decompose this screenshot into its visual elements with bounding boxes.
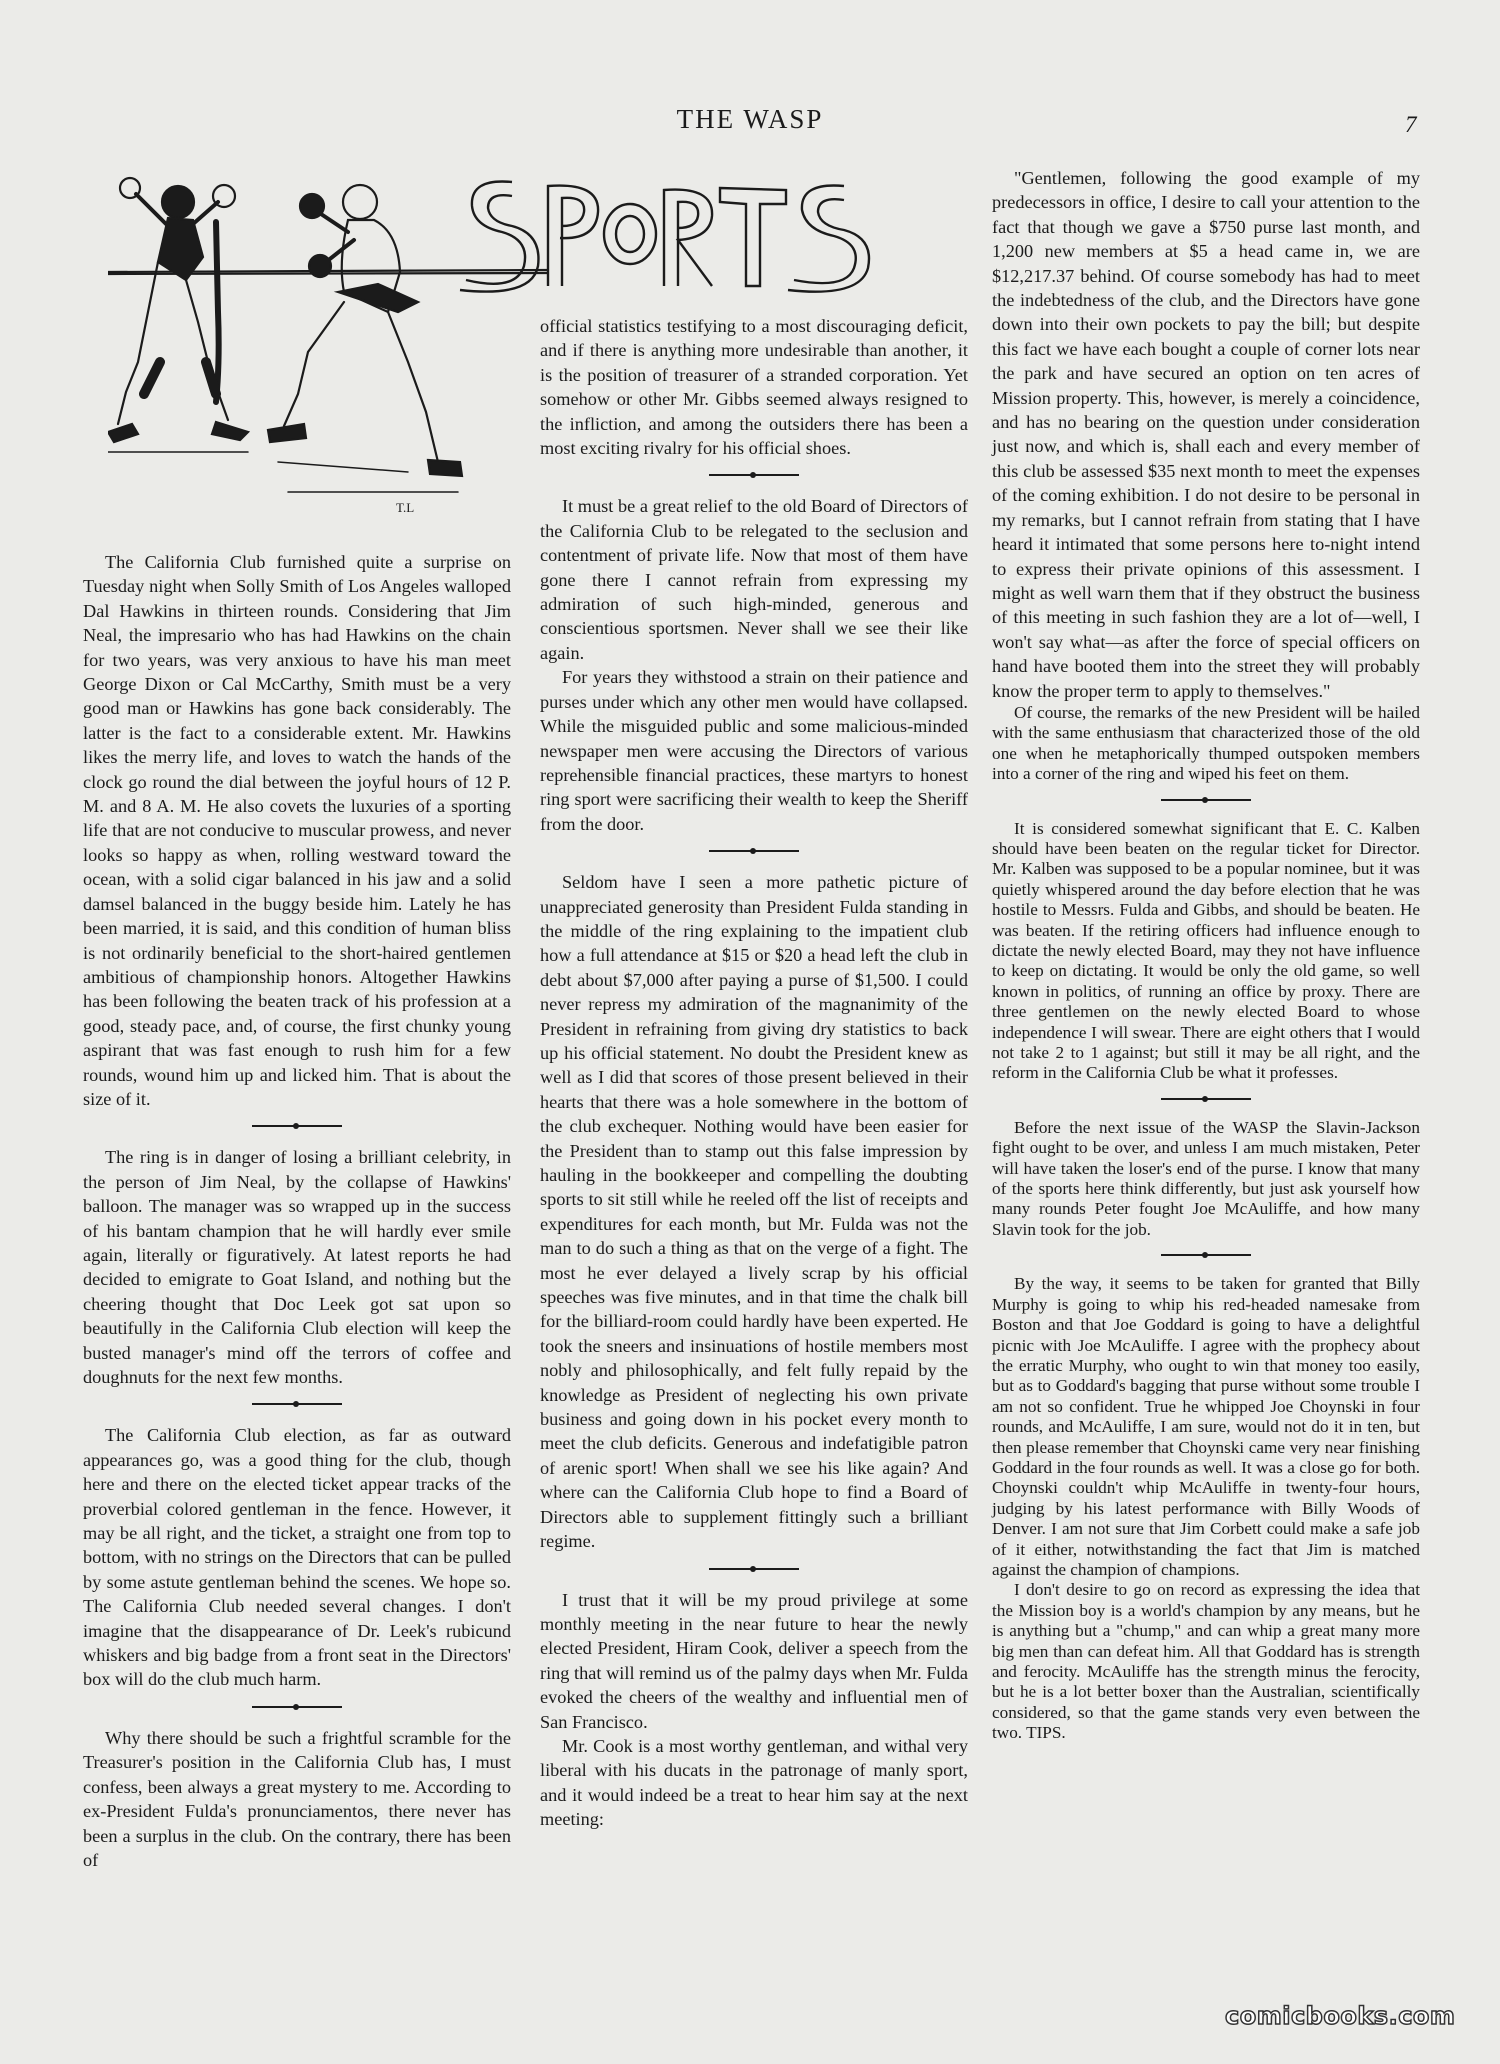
- column-1: [83, 550, 511, 1872]
- paragraph: official statistics testifying to a most discouraging deficit, and if there is anything more undesirable than another, it is the position of treasurer of a stranded corporation. Yet somehow or other Mr. Gibbs seemed always resigned to the infliction, and among the outsiders there has been a most exciting rivalry for his official shoes.: [540, 316, 968, 459]
- paragraph: I don't desire to go on record as expressing the idea that the Mission boy is a world's champion by any means, but he is anything but a "chump," and can whip a great many more big men than can defeat him. All that Goddard has is strength and ferocity. McAuliffe has the strength minus the ferocity, but he is a lot better boxer than the Australian, scientifically considered, so that the game stands very even between the two. TIPS.: [992, 1580, 1420, 1743]
- sports-title-lettering: [450, 168, 890, 298]
- column-2: [540, 314, 968, 1832]
- section-divider: [1161, 1254, 1251, 1256]
- section-divider: [709, 850, 799, 852]
- page-number: 7: [1405, 112, 1417, 137]
- paragraph: By the way, it seems to be taken for granted that Billy Murphy is going to whip his red-headed namesake from Boston and that Joe Goddard is going to have a delightful picnic with Joe McAuliffe. I agree with the prophecy about the erratic Murphy, who ought to win that money too easily, but as to Goddard's bagging that purse without some trouble I am not so confident. True he whipped Joe Choynski in four rounds, and McAuliffe, I am sure, would not do it in ten, but then please remember that Choynski came very near finishing Goddard in the four rounds as well. It was a close go for both. Choynski couldn't whip McAuliffe in twenty-four hours, judging by his latest performance with Billy Woods of Denver. I am not sure that Jim Corbett could make a safe job of it either, notwithstanding the fact that Jim is matched against the champion of champions.: [992, 1274, 1420, 1579]
- paragraph: The California Club furnished quite a surprise on Tuesday night when Solly Smith of Los Angeles walloped Dal Hawkins in thirteen rounds. Considering that Jim Neal, the impresario who has had Hawkins on the chain for two years, was very anxious to have his man meet George Dixon or Cal McCarthy, Smith must be a very good man or Hawkins has gone back considerably. The latter is the fact to a considerable extent. Mr. Hawkins likes the merry life, and loves to watch the hands of the clock go round the dial between the joyful hours of 12 P. M. and 8 A. M. He also covets the luxuries of a sporting life that are not conducive to muscular prowess, and never looks so happy as when, rolling westward toward the ocean, with a solid cigar balanced in his jaw and a solid damsel balanced in the buggy beside him. Lately he has been married, it is said, and this condition of human bliss is not ordinarily beneficial to the short-haired gentlemen ambitious of championship honors. Altogether Hawkins has been following the beaten track of his profession at a good, steady pace, and, of course, the first chunky young aspirant that was fast enough to rush him for a few rounds, wound him up and licked him. That is about the size of it.: [83, 552, 511, 1109]
- paragraph: Of course, the remarks of the new President will be hailed with the same enthusiasm that characterized those of the old one when he metaphorically thumped outspoken members into a corner of the ring and wiped his feet on them.: [992, 702, 1420, 784]
- paragraph: Mr. Cook is a most worthy gentleman, and withal very liberal with his ducats in the patronage of manly sport, and it would indeed be a treat to hear him say at the next meeting:: [540, 1735, 968, 1830]
- section-divider: [1161, 1098, 1251, 1100]
- paragraph: Before the next issue of the WASP the Slavin-Jackson fight ought to be over, and unless I am much mistaken, Peter will have taken the loser's end of the purse. I know that many of the sports here think differently, but just ask yourself how many rounds Peter fought Joe McAuliffe, and how many Slavin took for the job.: [992, 1117, 1420, 1239]
- paragraph: I trust that it will be my proud privilege at some monthly meeting in the near future to hear the newly elected President, Hiram Cook, deliver a speech from the ring that will remind us of the palmy days when Mr. Fulda evoked the cheers of the wealthy and influential men of San Francisco.: [540, 1589, 968, 1732]
- section-divider: [709, 1568, 799, 1570]
- watermark: comicbooks.com: [1225, 2002, 1456, 2030]
- masthead: THE WASP: [676, 104, 824, 134]
- paragraph: The ring is in danger of losing a brilliant celebrity, in the person of Jim Neal, by the collapse of Hawkins' balloon. The manager was so wrapped up in the success of his bantam champion that he will hardly ever smile again, literally or figuratively. At latest reports he had decided to emigrate to Goat Island, and nothing but the cheering thought that Doc Leek got sat upon so beautifully in the California Club election will keep the busted manager's mind off the terrors of coffee and doughnuts for the next few months.: [83, 1147, 511, 1387]
- column-3: [992, 166, 1420, 1744]
- section-divider: [252, 1706, 342, 1708]
- section-divider: [252, 1403, 342, 1405]
- section-divider: [252, 1125, 342, 1127]
- illustration-signature: T.L: [396, 500, 415, 515]
- paragraph: Why there should be such a frightful scramble for the Treasurer's position in the California Club has, I must confess, been always a great mystery to me. According to ex-President Fulda's pronunciamentos, there never has been a surplus in the club. On the contrary, there has been of: [83, 1727, 511, 1870]
- section-divider: [709, 474, 799, 476]
- paragraph: It is considered somewhat significant that E. C. Kalben should have been beaten on the regular ticket for Director. Mr. Kalben was supposed to be a popular nominee, but it was quietly whispered around the day before election that he was hostile to Messrs. Fulda and Gibbs, and should be beaten. He was beaten. If the retiring officers had influence enough to dictate the newly elected Board, may they not have influence to keep on dictating. It would be only the old game, so well known in politics, of running an office by proxy. There are three gentlemen on the newly elected Board to whose independence I will swear. There are eight others that I would not take 2 to 1 against; but still it may be all right, and the reform in the California Club be what it professes.: [992, 818, 1420, 1083]
- paragraph: Seldom have I seen a more pathetic picture of unappreciated generosity than President Fulda standing in the middle of the ring explaining to the impatient club how a full attendance at $15 or $20 a head left the club in debt about $7,000 after paying a purse of $1,500. I could never repress my admiration of the magnanimity of the President in refraining from giving dry statistics to back up his official statement. No doubt the President knew as well as I did that scores of those present believed in their hearts that there was a hole somewhere in the bottom of the club exchequer. Nothing would have been easier for the President than to stamp out this false impression by hauling in the bookkeeper and compelling the doubting sports to sit still while he reeled off the list of receipts and expenditures for each month, but Mr. Fulda was not the man to do such a thing as that on the verge of a fight. The most he ever delayed a lively scrap by his official speeches was five minutes, and in that time the chalk bill for the billiard-room could hardly have been experted. He took the sneers and insinuations of hostile members most nobly and philosophically, and felt fully repaid by the knowledge as President of neglecting his own private business and going down in his pocket every month to meet the club deficits. Generous and indefatigible patron of arenic sport! When shall we see his like again? And where can the California Club hope to find a Board of Directors able to supplement fittingly such a brilliant regime.: [540, 872, 968, 1552]
- paragraph: The California Club election, as far as outward appearances go, was a good thing for the club, though here and there on the elected ticket appear tracks of the proverbial colored gentleman in the fence. However, it may be all right, and the ticket, a straight one from top to bottom, with no strings on the Directors that can be pulled by some astute gentleman behind the scenes. We hope so. The California Club needed several changes. I don't imagine that the disappearance of Dr. Leek's rubicund whiskers and big badge from a front seat in the Directors' box will do the club much harm.: [83, 1425, 511, 1690]
- paragraph: For years they withstood a strain on their patience and purses under which any other men would have collapsed. While the misguided public and some malicious-minded newspaper men were accusing the Directors of various reprehensible financial practices, these martyrs to honest ring sport were sacrificing their wealth to keep the Sheriff from the door.: [540, 667, 968, 834]
- section-divider: [1161, 799, 1251, 801]
- paragraph: "Gentlemen, following the good example of my predecessors in office, I desire to call your attention to the fact that though we gave a $750 purse last month, and 1,200 new members at $5 a head came in, we are $12,217.37 behind. Of course somebody has had to meet the indebtedness of the club, and the Directors have gone down into their own pockets to pay the bill; but despite this fact we have each bought a couple of corner lots near the park and have secured an option on ten acres of Mission property. This, however, is merely a coincidence, and has no bearing on the question under consideration just now, and which is, shall each and every member of this club be assessed $35 next month to meet the expenses of the coming exhibition. I do not desire to be personal in my remarks, but I cannot refrain from stating that I have heard it intimated that some persons here to-night intend to express their private opinions of this assessment. I might as well warn them that if they obstruct the business of this meeting in such fashion they are a lot of—well, I won't say what—as after the force of special officers on hand have booted them into the street they will probably know the proper term to apply to themselves.": [992, 168, 1420, 701]
- paragraph: It must be a great relief to the old Board of Directors of the California Club to be relegated to the seclusion and contentment of private life. Now that most of them have gone there I cannot refrain from expressing my admiration of such high-minded, generous and conscientious sportsmen. Never shall we see their like again.: [540, 496, 968, 663]
